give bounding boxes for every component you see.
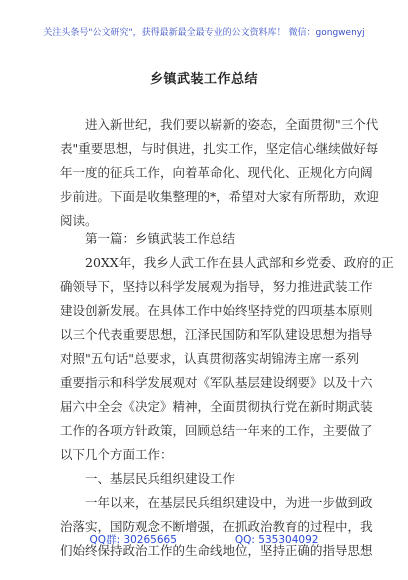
- body-line: 重要指示和科学发展观对《军队基层建设纲要》以及十六: [60, 375, 373, 390]
- body-line: 确领导下，坚持以科学发展观为指导，努力推进武装工作: [60, 279, 373, 294]
- intro-line: 进入新世纪，我们要以崭新的姿态，全面贯彻"三个代: [85, 117, 379, 132]
- body-line: 治落实，国防观念不断增强，在抓政治教育的过程中，我: [60, 519, 373, 534]
- intro-line: 步前进。下面是收集整理的*，希望对大家有所帮助，欢迎: [60, 189, 379, 204]
- body-line: 届六中全会《决定》精神，全面贯彻执行党在新时期武装: [60, 399, 373, 414]
- promo-banner: 关注头条号"公文研究"，获得最新最全最专业的公文资料库！ 微信：gongwenyj: [43, 28, 365, 38]
- body-line: 对照"五句话"总要求，认真贯彻落实胡锦涛主席一系列: [60, 351, 360, 366]
- intro-paragraph: [60, 113, 379, 233]
- body-line: 一年以来，在基层民兵组织建设中，为进一步做到政: [85, 495, 373, 510]
- document-title: 乡镇武装工作总结: [149, 72, 258, 87]
- intro-line: 阅读。: [60, 213, 98, 228]
- qq-number-label: QQ: 535304092: [234, 534, 319, 546]
- qq-group-label: QQ群: 30265665: [89, 534, 177, 546]
- intro-line: 表"重要思想，与时俱进，扎实工作，坚定信心继续做好每: [60, 141, 379, 156]
- body-line: 以三个代表重要思想，江泽民国防和军队建设思想为指导: [60, 327, 373, 342]
- section-heading: 第一篇：乡镇武装工作总结: [85, 231, 236, 246]
- body-line: 20XX年，我乡人武工作在县人武部和乡党委、政府的正: [85, 255, 394, 270]
- body-line: 工作的各项方针政策，回顾总结一年来的工作，主要做了: [60, 423, 373, 438]
- body-line: 以下几个方面工作：: [60, 447, 173, 462]
- section-one: [60, 227, 394, 563]
- contact-footer: [0, 532, 408, 547]
- intro-line: 年一度的征兵工作，向着革命化、现代化、正规化方向阔: [60, 165, 373, 180]
- subsection-heading: 一、基层民兵组织建设工作: [85, 471, 236, 486]
- body-line: 们始终保持政治工作的生命线地位，坚持正确的指导思想: [60, 543, 373, 558]
- body-line: 建设创新发展。在具体工作中始终坚持党的四项基本原则: [60, 303, 373, 318]
